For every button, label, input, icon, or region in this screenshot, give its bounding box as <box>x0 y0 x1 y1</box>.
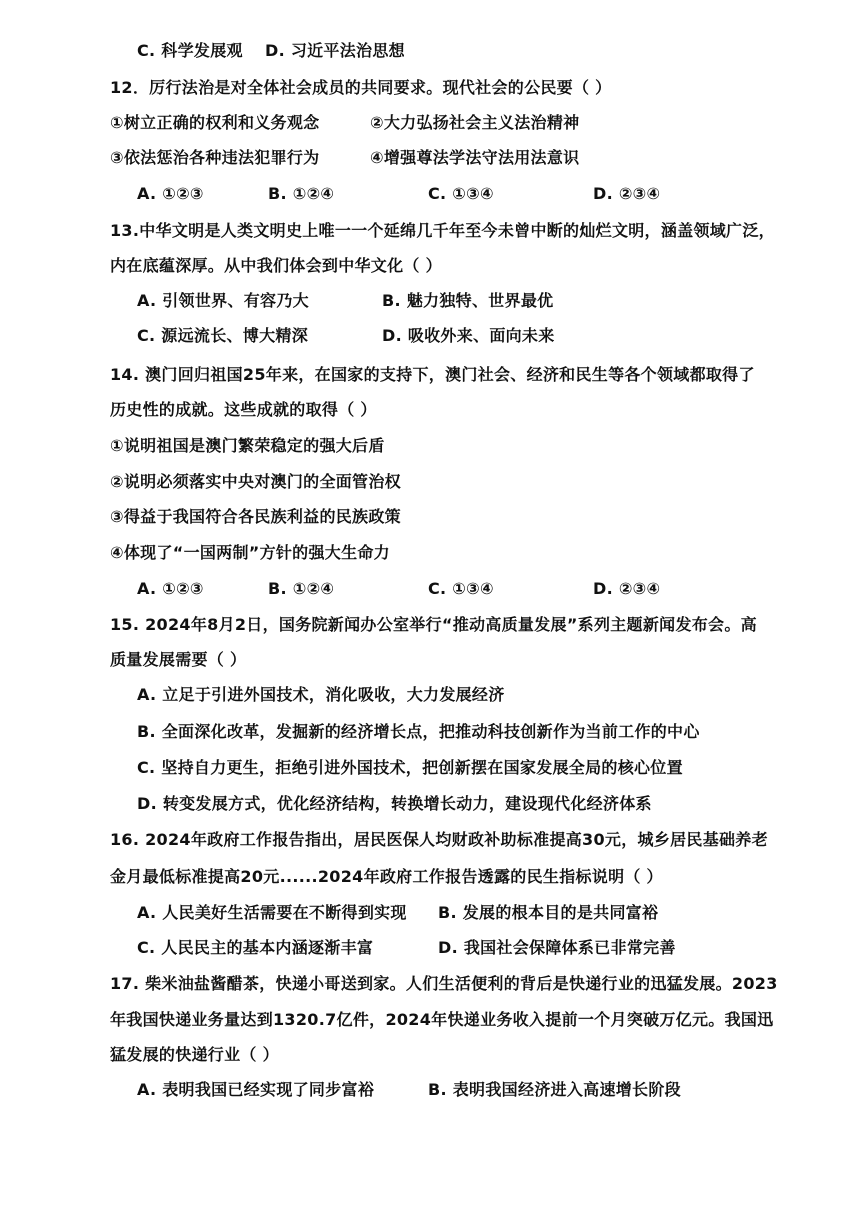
q15-option-d: D. 转变发展方式，优化经济结构，转换增长动力，建设现代化经济体系 <box>137 794 652 813</box>
q14-statement-2: ②说明必须落实中央对澳门的全面管治权 <box>110 472 401 491</box>
q16-option-c: C. 人民民主的基本内涵逐渐丰富 <box>137 938 374 957</box>
q12-statement-4: ④增强尊法学法守法用法意识 <box>370 148 580 167</box>
q14-statement-3: ③得益于我国符合各民族利益的民族政策 <box>110 507 401 526</box>
q14-statement-1: ①说明祖国是澳门繁荣稳定的强大后盾 <box>110 436 385 455</box>
q17-stem-line-1: 17. 柴米油盐酱醋茶，快递小哥送到家。人们生活便利的背后是快递行业的迅猛发展。2023 <box>110 974 778 993</box>
q12-statement-1: ①树立正确的权利和义务观念 <box>110 113 320 132</box>
q14-stem-line-1: 14. 澳门回归祖国25年来，在国家的支持下，澳门社会、经济和民生等各个领域都取得了 <box>110 365 755 384</box>
q15-stem-line-1: 15. 2024年8月2日，国务院新闻办公室举行“推动高质量发展”系列主题新闻发布会。高 <box>110 615 757 634</box>
q14-option-c: C. ①③④ <box>428 579 494 598</box>
q12-statement-2: ②大力弘扬社会主义法治精神 <box>370 113 580 132</box>
q16-option-a: A. 人民美好生活需要在不断得到实现 <box>137 903 407 922</box>
q12-option-b: B. ①②④ <box>268 184 335 203</box>
q17-stem-line-2: 年我国快递业务量达到1320.7亿件，2024年快递业务收入提前一个月突破万亿元。我国迅 <box>110 1010 774 1029</box>
q16-stem-line-2: 金月最低标准提高20元......2024年政府工作报告透露的民生指标说明（ ） <box>110 867 663 886</box>
q13-option-a: A. 引领世界、有容乃大 <box>137 291 309 310</box>
q15-stem-line-2: 质量发展需要（ ） <box>110 650 247 669</box>
q11-option-d: D. 习近平法治思想 <box>265 41 405 60</box>
q12-option-d: D. ②③④ <box>593 184 661 203</box>
q13-option-d: D. 吸收外来、面向未来 <box>382 326 555 345</box>
q17-option-b: B. 表明我国经济进入高速增长阶段 <box>428 1080 681 1099</box>
q14-option-b: B. ①②④ <box>268 579 335 598</box>
q11-option-c: C. 科学发展观 <box>137 41 243 60</box>
q14-option-a: A. ①②③ <box>137 579 204 598</box>
q12-stem: 12．厉行法治是对全体社会成员的共同要求。现代社会的公民要（ ） <box>110 78 612 97</box>
q13-stem-line-2: 内在底蕴深厚。从中我们体会到中华文化（ ） <box>110 256 442 275</box>
q16-stem-line-1: 16. 2024年政府工作报告指出，居民医保人均财政补助标准提高30元，城乡居民基础养老 <box>110 830 768 849</box>
q15-option-b: B. 全面深化改革，发掘新的经济增长点，把推动科技创新作为当前工作的中心 <box>137 722 700 741</box>
q17-stem-line-3: 猛发展的快递行业（ ） <box>110 1045 279 1064</box>
q17-option-a: A. 表明我国已经实现了同步富裕 <box>137 1080 375 1099</box>
q13-option-b: B. 魅力独特、世界最优 <box>382 291 554 310</box>
q16-option-b: B. 发展的根本目的是共同富裕 <box>438 903 659 922</box>
q13-option-c: C. 源远流长、博大精深 <box>137 326 308 345</box>
q15-option-c: C. 坚持自力更生，拒绝引进外国技术，把创新摆在国家发展全局的核心位置 <box>137 758 683 777</box>
q14-statement-4: ④体现了“一国两制”方针的强大生命力 <box>110 543 390 562</box>
q14-stem-line-2: 历史性的成就。这些成就的取得（ ） <box>110 400 377 419</box>
q12-option-a: A. ①②③ <box>137 184 204 203</box>
q16-option-d: D. 我国社会保障体系已非常完善 <box>438 938 676 957</box>
q12-option-c: C. ①③④ <box>428 184 494 203</box>
q14-option-d: D. ②③④ <box>593 579 661 598</box>
q13-stem-line-1: 13.中华文明是人类文明史上唯一一个延绵几千年至今未曾中断的灿烂文明，涵盖领域广泛， <box>110 221 775 240</box>
q15-option-a: A. 立足于引进外国技术，消化吸收，大力发展经济 <box>137 685 505 704</box>
q12-statement-3: ③依法惩治各种违法犯罪行为 <box>110 148 320 167</box>
